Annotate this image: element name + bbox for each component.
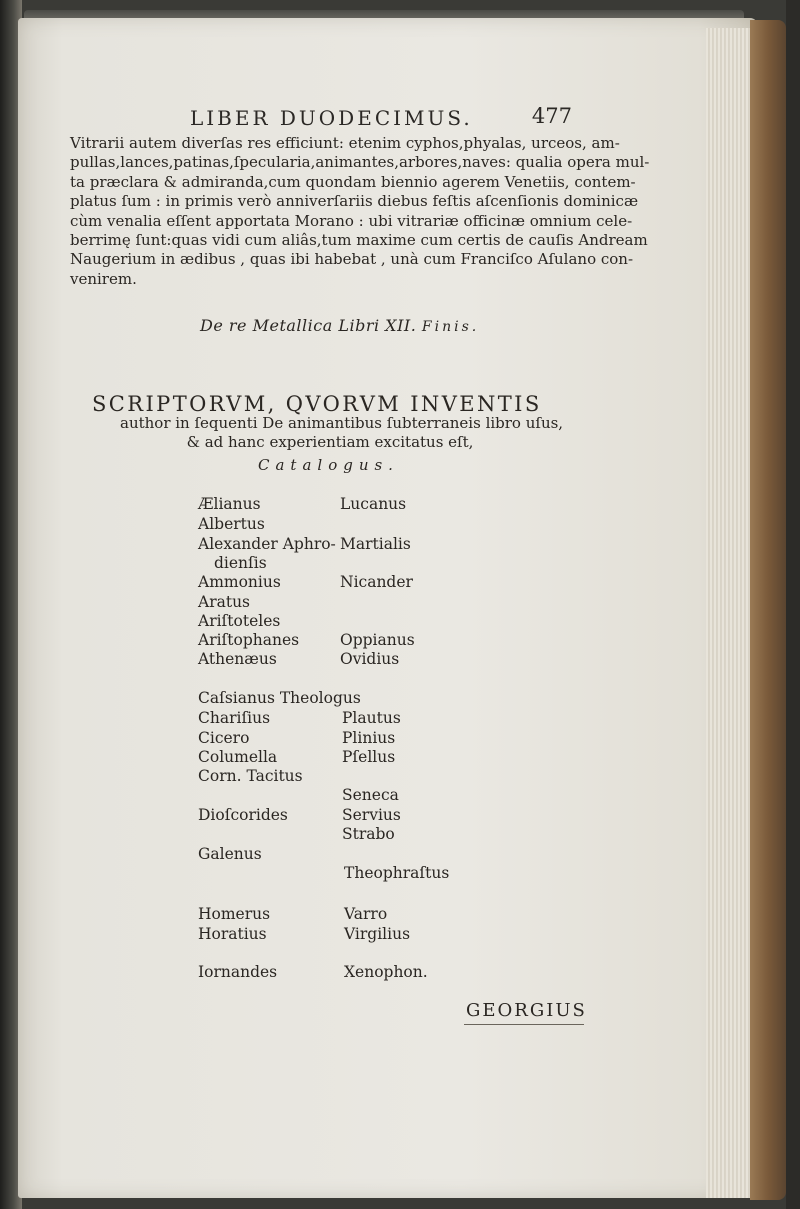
author-right: Nicander: [340, 573, 413, 591]
paragraph-line: berrimę ſunt:quas vidi cum aliâs,tum maxime cum certis de cauſis Andream: [70, 231, 648, 250]
paragraph-line: venirem.: [70, 269, 137, 288]
author-left: Caſsianus Theologus: [198, 689, 361, 707]
author-right: Seneca: [342, 786, 399, 804]
author-left: Horatius: [198, 925, 267, 943]
author-left: Corn. Tacitus: [198, 767, 303, 785]
author-left: Chariſius: [198, 709, 271, 727]
author-left: Columella: [198, 748, 278, 766]
running-head: [190, 106, 580, 130]
author-left: Athenæus: [198, 650, 277, 668]
author-right: Martialis: [340, 535, 411, 553]
catalogue-subline: author in ſequenti De animantibus ſubterraneis libro uſus,: [120, 414, 564, 432]
paragraph-line: ta præclara & admiranda,cum quondam biennio agerem Venetiis, contem-: [70, 172, 636, 191]
author-right: Pſellus: [342, 748, 396, 766]
author-left: Dioſcorides: [198, 806, 288, 824]
author-left: Ariſtoteles: [198, 612, 281, 630]
author-right: Oppianus: [340, 631, 415, 649]
paragraph-line: cùm venalia eſſent apportata Morano : ubi vitrariæ officinæ omnium cele-: [70, 211, 633, 230]
page-edges-stack: [706, 28, 756, 1198]
catalogus-title: Catalogus.: [258, 456, 399, 474]
finis-line: [200, 316, 479, 335]
author-left: Ælianus: [198, 495, 261, 513]
paragraph-line: platus ſum : in primis verò anniverſariis diebus feſtis aſcenſionis dominicæ: [70, 192, 639, 211]
author-left: Alexander Aphro-: [198, 535, 336, 553]
paragraph-line: Vitrarii autem diverſas res efficiunt: etenim cyphos,phyalas, urceos, am-: [70, 134, 620, 152]
author-right: Varro: [344, 905, 388, 923]
page-number: 477: [531, 104, 572, 128]
author-right: Xenophon.: [344, 963, 428, 981]
running-head-title: LIBER DUODECIMUS.: [190, 106, 473, 130]
author-right: Servius: [342, 806, 401, 824]
author-right: Plautus: [342, 709, 401, 727]
book-cover-edge: [750, 20, 786, 1200]
author-right: Ovidius: [340, 650, 400, 668]
author-left: dienſis: [214, 554, 267, 572]
author-left: Ariſtophanes: [198, 631, 300, 649]
author-left: Aratus: [198, 593, 251, 611]
catchword-underline: [464, 1024, 584, 1025]
author-left: Iornandes: [198, 963, 278, 981]
catalogue-subline: & ad hanc experientiam excitatus eſt,: [186, 433, 474, 451]
author-left: Homerus: [198, 905, 271, 923]
catchword: GEORGIUS: [466, 1000, 587, 1021]
author-right: Virgilius: [344, 925, 411, 943]
author-right: Strabo: [342, 825, 395, 843]
author-right: Lucanus: [340, 495, 407, 513]
author-right: Theophraſtus: [344, 864, 450, 882]
background-edge: [786, 0, 800, 1209]
paragraph-line: Naugerium in ædibus , quas ibi habebat , unà cum Franciſco Aſulano con-: [70, 250, 634, 269]
author-left: Ammonius: [198, 573, 281, 591]
body-paragraph: [70, 134, 650, 289]
finis-word: Finis.: [421, 319, 480, 335]
catalogue-heading: SCRIPTORVM, QVORVM INVENTIS: [92, 392, 542, 416]
author-left: Galenus: [198, 845, 262, 863]
paragraph-line: pullas,lances,patinas,ſpecularia,animantes,arbores,naves: qualia opera mul-: [70, 153, 650, 172]
author-left: Albertus: [198, 515, 265, 533]
author-left: Cicero: [198, 729, 250, 747]
finis-title: De re Metallica Libri XII.: [200, 316, 417, 335]
author-right: Plinius: [342, 729, 396, 747]
